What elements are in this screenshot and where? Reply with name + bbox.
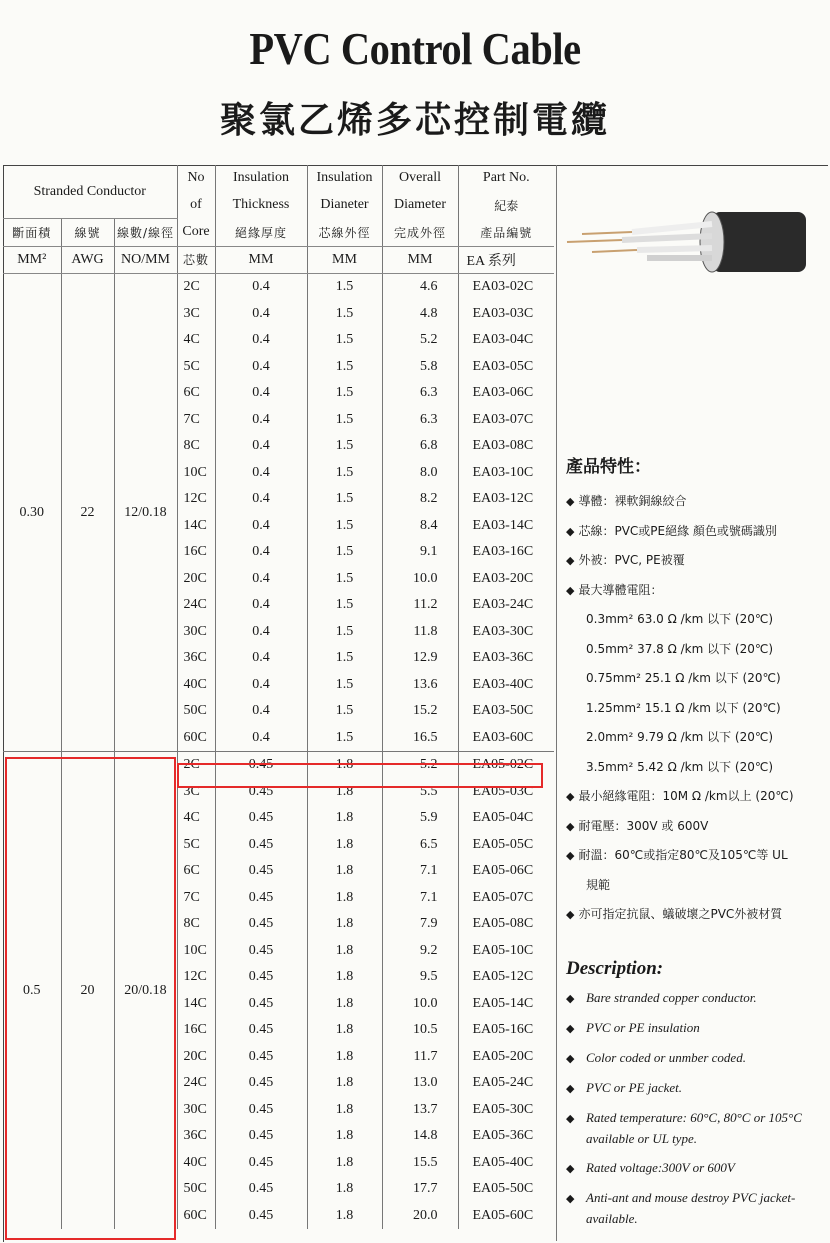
cell-part-no: EA03-04C <box>458 327 554 354</box>
cell-core: 4C <box>177 327 215 354</box>
cell-core-od: 1.8 <box>307 752 382 779</box>
cell-thickness: 0.4 <box>215 725 307 752</box>
feature-item <box>566 871 826 901</box>
cell-core: 3C <box>177 779 215 806</box>
cell-core-od: 1.5 <box>307 354 382 381</box>
cell-thickness: 0.4 <box>215 433 307 460</box>
cell-thickness: 0.45 <box>215 1176 307 1203</box>
cell-core: 30C <box>177 1097 215 1124</box>
feature-item <box>566 723 826 753</box>
title-chinese: 聚氯乙烯多芯控制電纜 <box>219 100 610 141</box>
description-text: PVC or PE jacket. <box>586 1080 683 1095</box>
cell-part-no: EA05-16C <box>458 1017 554 1044</box>
cell-part-no: EA03-60C <box>458 725 554 752</box>
cell-mm2: 0.5 <box>3 752 61 1230</box>
cell-part-no: EA03-16C <box>458 539 554 566</box>
cell-core-od: 1.8 <box>307 1176 382 1203</box>
cell-thickness: 0.45 <box>215 1017 307 1044</box>
description-item <box>566 1018 826 1039</box>
cell-core-od: 1.8 <box>307 911 382 938</box>
cell-core: 4C <box>177 805 215 832</box>
cell-mm2: 0.30 <box>3 274 61 752</box>
feature-text: 最小絕緣電阻：10M Ω /km以上 (20℃) <box>578 789 794 803</box>
cell-core: 40C <box>177 672 215 699</box>
description-text: PVC or PE insulation <box>586 1020 700 1035</box>
cell-overall-od: 14.8 <box>382 1123 458 1150</box>
cell-core-od: 1.5 <box>307 645 382 672</box>
cell-core-od: 1.5 <box>307 274 382 301</box>
cell-core: 50C <box>177 698 215 725</box>
cell-part-no: EA03-40C <box>458 672 554 699</box>
cell-nomm: 20/0.18 <box>114 752 177 1230</box>
unit-core-od: MM <box>307 246 382 274</box>
feature-text: 1.25mm² 15.1 Ω /km 以下 (20℃) <box>586 700 781 715</box>
cell-core-od: 1.8 <box>307 805 382 832</box>
cell-thickness: 0.45 <box>215 805 307 832</box>
cell-part-no: EA05-50C <box>458 1176 554 1203</box>
cell-core-od: 1.8 <box>307 1203 382 1230</box>
description-item <box>566 1108 826 1149</box>
unit-awg: AWG <box>61 246 114 274</box>
feature-item <box>566 841 826 871</box>
unit-nomm: NO/MM <box>114 246 177 274</box>
diamond-bullet-icon: ◆ <box>566 819 575 833</box>
header-part-no: Part No. <box>458 165 554 192</box>
cell-overall-od: 11.2 <box>382 592 458 619</box>
header-dianeter: Dianeter <box>307 192 382 219</box>
description-title: Description: <box>566 958 664 979</box>
cell-core: 30C <box>177 619 215 646</box>
feature-item <box>566 753 826 783</box>
cell-overall-od: 16.5 <box>382 725 458 752</box>
feature-text: 外被：PVC, PE被覆 <box>578 553 685 567</box>
cell-part-no: EA03-14C <box>458 513 554 540</box>
cell-overall-od: 12.9 <box>382 645 458 672</box>
cell-overall-od: 15.2 <box>382 698 458 725</box>
cell-overall-od: 8.2 <box>382 486 458 513</box>
header-overall: Overall <box>382 165 458 192</box>
description-item <box>566 988 826 1009</box>
cell-core-od: 1.8 <box>307 964 382 991</box>
cell-part-no: EA05-36C <box>458 1123 554 1150</box>
cell-overall-od: 13.7 <box>382 1097 458 1124</box>
cell-overall-od: 6.3 <box>382 407 458 434</box>
description-item <box>566 1078 826 1099</box>
cell-thickness: 0.4 <box>215 566 307 593</box>
feature-text: 芯線：PVC或PE絕緣 顏色或號碼識別 <box>578 523 777 538</box>
cell-part-no: EA03-20C <box>458 566 554 593</box>
cell-thickness: 0.4 <box>215 539 307 566</box>
header-thickness: Thickness <box>215 192 307 219</box>
description-text: Bare stranded copper conductor. <box>586 990 757 1005</box>
cell-core: 36C <box>177 645 215 672</box>
cell-core: 50C <box>177 1176 215 1203</box>
cell-core: 10C <box>177 460 215 487</box>
cell-core: 2C <box>177 274 215 301</box>
cell-overall-od: 6.8 <box>382 433 458 460</box>
cell-overall-od: 13.0 <box>382 1070 458 1097</box>
cell-core: 20C <box>177 1044 215 1071</box>
cell-core: 12C <box>177 964 215 991</box>
feature-item <box>566 782 826 812</box>
title-english: PVC Control Cable <box>249 23 581 74</box>
cell-part-no: EA03-02C <box>458 274 554 301</box>
cell-thickness: 0.45 <box>215 858 307 885</box>
header-zh-gauge: 線號 <box>61 219 114 247</box>
cell-part-no: EA03-10C <box>458 460 554 487</box>
cell-overall-od: 9.2 <box>382 938 458 965</box>
cell-core-od: 1.5 <box>307 327 382 354</box>
cell-thickness: 0.45 <box>215 1070 307 1097</box>
cell-core-od: 1.5 <box>307 539 382 566</box>
cell-core-od: 1.8 <box>307 938 382 965</box>
cell-overall-od: 7.1 <box>382 858 458 885</box>
description-item <box>566 1048 826 1069</box>
cell-core: 6C <box>177 380 215 407</box>
cell-part-no: EA05-10C <box>458 938 554 965</box>
cell-thickness: 0.4 <box>215 274 307 301</box>
cell-part-no: EA05-07C <box>458 885 554 912</box>
cell-part-no: EA03-07C <box>458 407 554 434</box>
feature-item <box>566 576 826 606</box>
cell-overall-od: 4.6 <box>382 274 458 301</box>
header-no: No <box>177 165 215 192</box>
cell-core: 36C <box>177 1123 215 1150</box>
cell-thickness: 0.4 <box>215 407 307 434</box>
cell-core-od: 1.8 <box>307 1097 382 1124</box>
cell-overall-od: 11.8 <box>382 619 458 646</box>
diamond-bullet-icon: ◆ <box>566 790 575 803</box>
cell-thickness: 0.4 <box>215 354 307 381</box>
cell-thickness: 0.45 <box>215 779 307 806</box>
cell-core-od: 1.8 <box>307 832 382 859</box>
cell-overall-od: 7.9 <box>382 911 458 938</box>
cell-core-od: 1.5 <box>307 301 382 328</box>
cell-core: 5C <box>177 354 215 381</box>
table-row <box>3 752 554 779</box>
feature-text: 3.5mm² 5.42 Ω /km 以下 (20℃) <box>586 759 774 774</box>
feature-item <box>566 517 826 547</box>
features-section <box>566 452 826 930</box>
cell-core: 2C <box>177 752 215 779</box>
cell-core: 24C <box>177 592 215 619</box>
table-row <box>3 274 554 301</box>
cell-core-od: 1.8 <box>307 1017 382 1044</box>
feature-text: 0.5mm² 37.8 Ω /km 以下 (20℃) <box>586 641 774 656</box>
cable-jacket <box>712 212 806 272</box>
cell-core-od: 1.8 <box>307 991 382 1018</box>
cell-core: 40C <box>177 1150 215 1177</box>
unit-cores: 芯數 <box>177 246 215 274</box>
header-core: Core <box>177 219 215 247</box>
cable-photo <box>562 192 812 280</box>
diamond-bullet-icon: ◆ <box>566 1163 575 1175</box>
cell-core-od: 1.5 <box>307 486 382 513</box>
cell-overall-od: 4.8 <box>382 301 458 328</box>
header-zh-overall: 完成外徑 <box>382 219 458 247</box>
cell-core-od: 1.8 <box>307 1070 382 1097</box>
diamond-bullet-icon: ◆ <box>566 908 575 921</box>
cell-thickness: 0.4 <box>215 301 307 328</box>
cable-cores <box>567 224 712 258</box>
header-of: of <box>177 192 215 219</box>
spec-table <box>3 165 554 1229</box>
cell-part-no: EA05-12C <box>458 964 554 991</box>
feature-text: 耐電壓：300V 或 600V <box>578 818 709 833</box>
cell-part-no: EA05-04C <box>458 805 554 832</box>
cell-part-no: EA05-08C <box>458 911 554 938</box>
cell-part-no: EA05-20C <box>458 1044 554 1071</box>
feature-text: 規範 <box>586 877 611 892</box>
cell-part-no: EA03-24C <box>458 592 554 619</box>
diamond-bullet-icon: ◆ <box>566 993 575 1005</box>
cell-core-od: 1.8 <box>307 858 382 885</box>
cell-overall-od: 11.7 <box>382 1044 458 1071</box>
feature-text: 最大導體電阻： <box>578 582 663 597</box>
cell-overall-od: 8.0 <box>382 460 458 487</box>
cell-core: 10C <box>177 938 215 965</box>
header-zh-core-od: 芯線外徑 <box>307 219 382 247</box>
description-text: Anti-ant and mouse destroy PVC jacket-available. <box>586 1190 796 1226</box>
cell-core: 7C <box>177 885 215 912</box>
cell-thickness: 0.4 <box>215 619 307 646</box>
cell-thickness: 0.4 <box>215 592 307 619</box>
unit-thickness: MM <box>215 246 307 274</box>
cell-part-no: EA05-24C <box>458 1070 554 1097</box>
feature-text: 0.3mm² 63.0 Ω /km 以下 (20℃) <box>586 612 774 626</box>
cell-core-od: 1.8 <box>307 885 382 912</box>
feature-item <box>566 635 826 665</box>
cell-core-od: 1.5 <box>307 566 382 593</box>
cell-overall-od: 15.5 <box>382 1150 458 1177</box>
diamond-bullet-icon: ◆ <box>566 849 575 862</box>
cell-core: 3C <box>177 301 215 328</box>
diamond-bullet-icon: ◆ <box>566 1193 575 1205</box>
cell-awg: 22 <box>61 274 114 752</box>
cell-overall-od: 5.9 <box>382 805 458 832</box>
cell-thickness: 0.45 <box>215 1123 307 1150</box>
cell-thickness: 0.45 <box>215 938 307 965</box>
diamond-bullet-icon: ◆ <box>566 1023 575 1035</box>
cell-thickness: 0.45 <box>215 832 307 859</box>
cell-thickness: 0.4 <box>215 486 307 513</box>
cell-thickness: 0.4 <box>215 327 307 354</box>
cell-overall-od: 17.7 <box>382 1176 458 1203</box>
diamond-bullet-icon: ◆ <box>566 495 575 508</box>
cell-thickness: 0.45 <box>215 991 307 1018</box>
cell-core: 24C <box>177 1070 215 1097</box>
cell-overall-od: 20.0 <box>382 1203 458 1230</box>
cell-thickness: 0.45 <box>215 885 307 912</box>
cell-core: 14C <box>177 513 215 540</box>
cell-core-od: 1.8 <box>307 1123 382 1150</box>
cell-core-od: 1.5 <box>307 592 382 619</box>
cell-core-od: 1.5 <box>307 672 382 699</box>
cell-part-no: EA05-06C <box>458 858 554 885</box>
header-insulation2: Insulation <box>307 165 382 192</box>
header-brand-zh: 紀泰 <box>458 192 554 219</box>
cell-overall-od: 10.0 <box>382 991 458 1018</box>
header-zh-area: 斷面積 <box>3 219 61 247</box>
cell-thickness: 0.4 <box>215 672 307 699</box>
header-diameter: Diameter <box>382 192 458 219</box>
cell-core: 20C <box>177 566 215 593</box>
cell-core-od: 1.5 <box>307 513 382 540</box>
cell-core-od: 1.5 <box>307 460 382 487</box>
cell-part-no: EA03-50C <box>458 698 554 725</box>
cell-thickness: 0.4 <box>215 698 307 725</box>
header-stranded-conductor: Stranded Conductor <box>3 165 177 219</box>
cell-core-od: 1.5 <box>307 725 382 752</box>
feature-text: 0.75mm² 25.1 Ω /km 以下 (20℃) <box>586 671 781 685</box>
cell-overall-od: 5.2 <box>382 752 458 779</box>
cell-thickness: 0.45 <box>215 1044 307 1071</box>
cell-thickness: 0.45 <box>215 964 307 991</box>
cell-part-no: EA05-05C <box>458 832 554 859</box>
feature-item <box>566 487 826 517</box>
feature-text: 導體：裸軟銅線絞合 <box>578 494 687 508</box>
cell-part-no: EA03-36C <box>458 645 554 672</box>
cell-thickness: 0.45 <box>215 1203 307 1230</box>
cell-part-no: EA03-06C <box>458 380 554 407</box>
cable-end <box>700 212 724 272</box>
cell-core: 6C <box>177 858 215 885</box>
cell-core-od: 1.8 <box>307 1044 382 1071</box>
cell-thickness: 0.45 <box>215 752 307 779</box>
cell-core-od: 1.5 <box>307 698 382 725</box>
cell-core-od: 1.5 <box>307 619 382 646</box>
cell-core: 7C <box>177 407 215 434</box>
cell-part-no: EA05-30C <box>458 1097 554 1124</box>
cell-overall-od: 7.1 <box>382 885 458 912</box>
cell-core: 8C <box>177 911 215 938</box>
cell-overall-od: 9.1 <box>382 539 458 566</box>
description-item <box>566 1158 826 1179</box>
cell-part-no: EA03-03C <box>458 301 554 328</box>
feature-text: 耐溫：60℃或指定80℃及105℃等 UL <box>578 848 788 862</box>
cell-overall-od: 9.5 <box>382 964 458 991</box>
cell-overall-od: 6.3 <box>382 380 458 407</box>
cell-thickness: 0.45 <box>215 1150 307 1177</box>
unit-overall: MM <box>382 246 458 274</box>
cell-overall-od: 8.4 <box>382 513 458 540</box>
cell-overall-od: 10.0 <box>382 566 458 593</box>
cell-thickness: 0.45 <box>215 911 307 938</box>
description-section <box>566 958 826 1238</box>
cell-core-od: 1.8 <box>307 1150 382 1177</box>
feature-item <box>566 812 826 842</box>
cell-overall-od: 5.5 <box>382 779 458 806</box>
diamond-bullet-icon: ◆ <box>566 524 575 538</box>
cell-part-no: EA05-14C <box>458 991 554 1018</box>
cell-core: 5C <box>177 832 215 859</box>
cell-core: 8C <box>177 433 215 460</box>
feature-item <box>566 605 826 635</box>
cell-overall-od: 6.5 <box>382 832 458 859</box>
cell-core-od: 1.8 <box>307 779 382 806</box>
cell-core-od: 1.5 <box>307 433 382 460</box>
feature-text: 2.0mm² 9.79 Ω /km 以下 (20℃) <box>586 730 774 744</box>
cell-part-no: EA03-08C <box>458 433 554 460</box>
cell-core: 60C <box>177 725 215 752</box>
description-text: Color coded or unmber coded. <box>586 1050 746 1065</box>
feature-text: 亦可指定抗鼠、蟻破壞之PVC外被材質 <box>578 907 783 921</box>
header-zh-part: 產品編號 <box>458 219 554 247</box>
features-title: 產品特性： <box>566 457 651 477</box>
cell-thickness: 0.4 <box>215 645 307 672</box>
feature-item <box>566 694 826 724</box>
cell-core: 16C <box>177 1017 215 1044</box>
cell-core: 12C <box>177 486 215 513</box>
cell-core: 60C <box>177 1203 215 1230</box>
cell-part-no: EA03-05C <box>458 354 554 381</box>
cell-part-no: EA03-30C <box>458 619 554 646</box>
diamond-bullet-icon: ◆ <box>566 583 575 597</box>
cell-core: 14C <box>177 991 215 1018</box>
cell-nomm: 12/0.18 <box>114 274 177 752</box>
cell-thickness: 0.4 <box>215 380 307 407</box>
description-item <box>566 1188 826 1229</box>
description-text: Rated voltage:300V or 600V <box>586 1160 735 1175</box>
feature-item <box>566 546 826 576</box>
cell-thickness: 0.45 <box>215 1097 307 1124</box>
cell-overall-od: 13.6 <box>382 672 458 699</box>
header-insulation: Insulation <box>215 165 307 192</box>
cell-part-no: EA03-12C <box>458 486 554 513</box>
unit-mm2: MM² <box>3 246 61 274</box>
cell-core-od: 1.5 <box>307 407 382 434</box>
cell-overall-od: 10.5 <box>382 1017 458 1044</box>
diamond-bullet-icon: ◆ <box>566 1053 575 1065</box>
feature-item <box>566 664 826 694</box>
cell-part-no: EA05-60C <box>458 1203 554 1230</box>
cell-core: 16C <box>177 539 215 566</box>
diamond-bullet-icon: ◆ <box>566 1083 575 1095</box>
cell-part-no: EA05-02C <box>458 752 554 779</box>
diamond-bullet-icon: ◆ <box>566 554 575 567</box>
cell-part-no: EA05-03C <box>458 779 554 806</box>
description-text: Rated temperature: 60°C, 80°C or 105°C available or UL type. <box>586 1110 802 1146</box>
unit-series: EA 系列 <box>458 246 554 274</box>
diamond-bullet-icon: ◆ <box>566 1113 575 1125</box>
cell-part-no: EA05-40C <box>458 1150 554 1177</box>
cell-core-od: 1.5 <box>307 380 382 407</box>
cell-thickness: 0.4 <box>215 460 307 487</box>
feature-item <box>566 900 826 930</box>
cell-awg: 20 <box>61 752 114 1230</box>
cell-thickness: 0.4 <box>215 513 307 540</box>
header-zh-thickness: 絕緣厚度 <box>215 219 307 247</box>
header-zh-strands: 線數/線徑 <box>114 219 177 247</box>
cell-overall-od: 5.2 <box>382 327 458 354</box>
cell-overall-od: 5.8 <box>382 354 458 381</box>
